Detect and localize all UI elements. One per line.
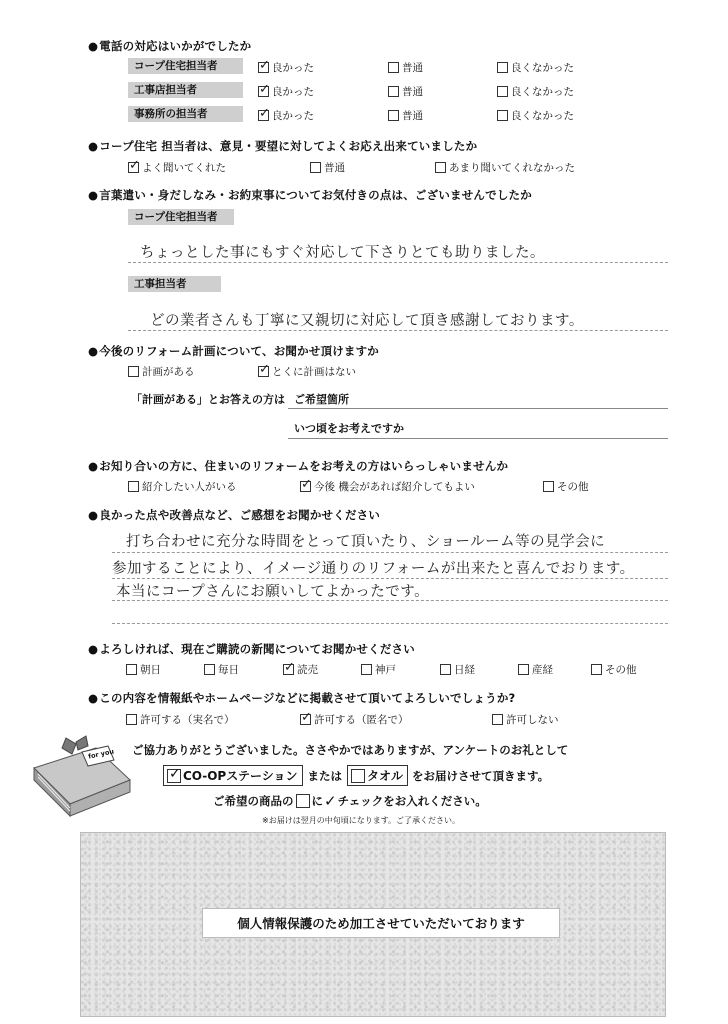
checkbox-icon[interactable] <box>126 714 137 725</box>
checkbox-checked-icon[interactable] <box>300 481 311 492</box>
gift-choice-line <box>163 765 549 786</box>
checkbox-icon[interactable] <box>388 86 399 97</box>
q1-row1-opt1[interactable]: ✓ 良かった <box>258 60 314 75</box>
gift-tag-text: for you <box>87 747 115 761</box>
checkbox-icon[interactable] <box>128 481 139 492</box>
checkbox-checked-icon[interactable] <box>258 110 269 121</box>
q1-row3-label: 事務所の担当者 <box>128 106 243 122</box>
q4-opt1[interactable]: 計画がある <box>128 364 195 379</box>
q5-opt2[interactable]: ✓ 今後 機会があれば紹介してもよい <box>300 479 475 494</box>
checkbox-checked-icon[interactable] <box>258 86 269 97</box>
q8-opt1[interactable]: 許可する（実名で） <box>126 712 235 727</box>
checkbox-icon[interactable] <box>492 714 503 725</box>
checkbox-icon[interactable] <box>497 86 508 97</box>
checkbox-icon[interactable] <box>310 162 321 173</box>
q7-opt4[interactable]: 神戸 <box>361 662 396 677</box>
q3-answer1: ちょっとした事にもすぐ対応して下さりとても助りました。 <box>140 245 545 261</box>
gift-book-icon <box>26 728 138 820</box>
checkbox-icon[interactable] <box>361 664 372 675</box>
checkbox-icon[interactable] <box>351 769 365 783</box>
q6-line1 <box>112 552 668 553</box>
q6-line2 <box>112 578 668 579</box>
checkmark-icon: ✓ <box>324 792 337 810</box>
q2-opt3[interactable]: あまり聞いてくれなかった <box>435 160 575 175</box>
q7-opt5[interactable]: 日経 <box>440 662 475 677</box>
checkbox-icon[interactable] <box>204 664 215 675</box>
gift-or-text: または <box>307 768 342 783</box>
checkbox-icon[interactable] <box>543 481 554 492</box>
checkbox-icon[interactable] <box>497 62 508 73</box>
q4-opt2[interactable]: ✓ とくに計画はない <box>258 364 356 379</box>
q3-label1: コープ住宅担当者 <box>128 209 234 225</box>
q1-row3-opt3[interactable]: 良くなかった <box>497 108 574 123</box>
checkbox-checked-icon[interactable] <box>258 366 269 377</box>
q3-title: ● 言葉遣い・身だしなみ・お約束事についてお気付きの点は、ございませんでしたか <box>88 187 532 203</box>
q6-answer-line3: 本当にコープさんにお願いしてよかったです。 <box>116 584 430 600</box>
checkbox-checked-icon[interactable] <box>300 714 311 725</box>
privacy-notice: 個人情報保護のため加工させていただいております <box>202 908 560 938</box>
q4-title: ● 今後のリフォーム計画について、お聞かせ頂けますか <box>88 343 379 359</box>
q6-title: ● 良かった点や改善点など、ご感想をお聞かせください <box>88 507 380 523</box>
q5-opt1[interactable]: 紹介したい人がいる <box>128 479 237 494</box>
q4-field2-label: いつ頃をお考えですか <box>294 422 404 435</box>
checkbox-sample-icon <box>296 794 310 808</box>
q1-row3-opt1[interactable]: ✓ 良かった <box>258 108 314 123</box>
q3-label2: 工事担当者 <box>128 276 221 292</box>
gift-thanks-text: ご協力ありがとうございました。ささやかではありますが、アンケートのお礼として <box>132 743 569 757</box>
q7-opt2[interactable]: 毎日 <box>204 662 239 677</box>
checkbox-icon[interactable] <box>435 162 446 173</box>
q8-opt3[interactable]: 許可しない <box>492 712 559 727</box>
q4-field1-label: ご希望箇所 <box>294 393 349 406</box>
q1-title: ● 電話の対応はいかがでしたか <box>88 38 251 54</box>
q7-opt7[interactable]: その他 <box>591 662 637 677</box>
checkbox-checked-icon[interactable] <box>283 664 294 675</box>
q1-row2-label: 工事店担当者 <box>128 82 243 98</box>
q7-title: ● よろしければ、現在ご購読の新聞についてお聞かせください <box>88 641 415 657</box>
q1-row2-opt3[interactable]: 良くなかった <box>497 84 574 99</box>
q3-answer2: どの業者さんも丁寧に又親切に対応して頂き感謝しております。 <box>150 313 584 329</box>
q1-row3-opt2[interactable]: 普通 <box>388 108 423 123</box>
q1-row1-opt2[interactable]: 普通 <box>388 60 423 75</box>
gift-footnote: ※お届けは翌月の中旬頃になります。ご了承ください。 <box>262 816 461 825</box>
checkbox-checked-icon[interactable] <box>258 62 269 73</box>
gift-deliver-text: をお届けさせて頂きます。 <box>412 768 550 783</box>
q1-row1-label: コープ住宅担当者 <box>128 58 243 74</box>
q6-line4 <box>112 623 668 624</box>
checkbox-icon[interactable] <box>128 366 139 377</box>
q7-opt1[interactable]: 朝日 <box>126 662 161 677</box>
checkbox-icon[interactable] <box>440 664 451 675</box>
q6-line3 <box>112 600 668 601</box>
q8-opt2[interactable]: ✓ 許可する（匿名で） <box>300 712 409 727</box>
q4-field1-line[interactable] <box>288 408 668 409</box>
q6-answer-line2: 参加することにより、イメージ通りのリフォームが出来たと喜んでおります。 <box>112 561 635 577</box>
q1-row2-opt2[interactable]: 普通 <box>388 84 423 99</box>
checkbox-icon[interactable] <box>388 62 399 73</box>
checkbox-icon[interactable] <box>591 664 602 675</box>
q5-title: ● お知り合いの方に、住まいのリフォームをお考えの方はいらっしゃいませんか <box>88 458 508 474</box>
q6-answer-line1: 打ち合わせに充分な時間をとって頂いたり、ショールーム等の見学会に <box>126 534 606 550</box>
gift-instruction-line: ご希望の商品の に ✓ チェックをお入れください。 <box>213 792 487 810</box>
q3-line2 <box>128 330 668 331</box>
checkbox-icon[interactable] <box>497 110 508 121</box>
checkbox-icon[interactable] <box>126 664 137 675</box>
q2-title: ● コープ住宅 担当者は、意見・要望に対してよくお応え出来ていましたか <box>88 138 477 154</box>
checkbox-checked-icon[interactable] <box>128 162 139 173</box>
q3-line1 <box>128 262 668 263</box>
q8-title: ● この内容を情報紙やホームページなどに掲載させて頂いてよろしいでしょうか? <box>88 690 515 706</box>
q1-row1-opt3[interactable]: 良くなかった <box>497 60 574 75</box>
checkbox-icon[interactable] <box>518 664 529 675</box>
q5-opt3[interactable]: その他 <box>543 479 589 494</box>
towel-option[interactable]: タオル <box>347 765 408 786</box>
q7-opt6[interactable]: 産経 <box>518 662 553 677</box>
q1-row2-opt1[interactable]: ✓ 良かった <box>258 84 314 99</box>
q4-note: 「計画がある」とお答えの方は <box>131 393 285 406</box>
q7-opt3[interactable]: ✓ 読売 <box>283 662 318 677</box>
q4-field2-line[interactable] <box>288 438 668 439</box>
checkbox-icon[interactable] <box>388 110 399 121</box>
checkbox-checked-icon[interactable] <box>167 769 181 783</box>
coop-station-option[interactable]: ✓ CO-OPステーション <box>163 765 303 786</box>
q2-opt2[interactable]: 普通 <box>310 160 345 175</box>
q2-opt1[interactable]: ✓ よく聞いてくれた <box>128 160 226 175</box>
